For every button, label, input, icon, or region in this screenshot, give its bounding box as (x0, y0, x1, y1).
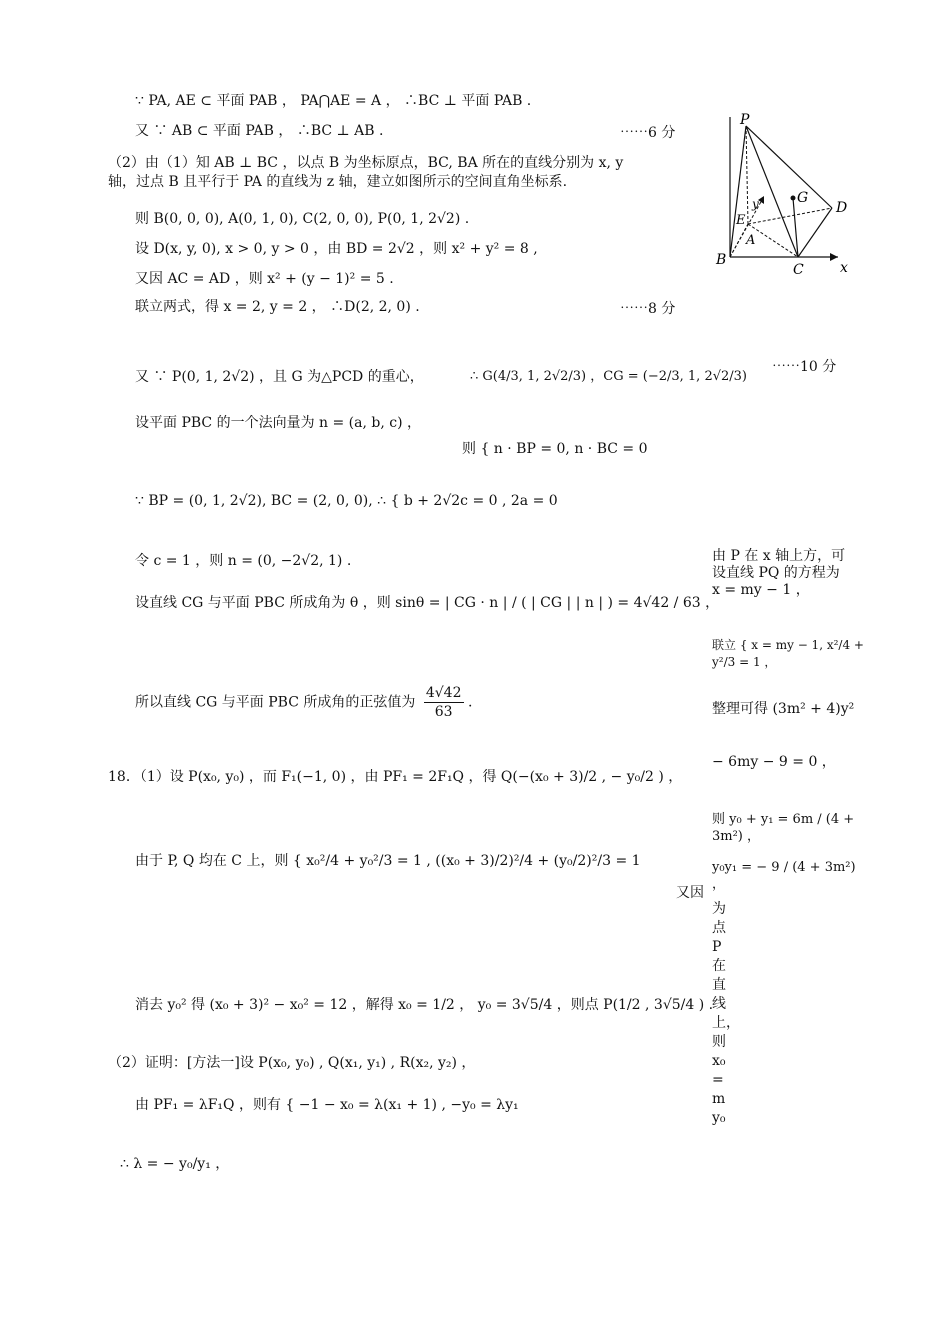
answer-denominator: 63 (434, 704, 453, 720)
right-line-9: 又因 (676, 885, 704, 901)
label-y: y (752, 197, 759, 211)
right-line-3: x = my − 1 ， (712, 582, 810, 598)
let-c-line: 令 c = 1 ，则 n = (0, −2√2, 1) . (135, 553, 352, 569)
edge-ad (748, 208, 832, 224)
coords-line: 则 B(0, 0, 0), A(0, 1, 0), C(2, 0, 0), P(0, 1, 2√2) . (135, 211, 470, 227)
part2-intro-b: 轴，过点 B 且平行于 PA 的直线为 z 轴，建立如图所示的空间直角坐标系. (108, 174, 568, 190)
p18-line-3: 消去 y₀² 得 (x₀ + 3)² − x₀² = 12 ，解得 x₀ = 1/2 ， y₀ = 3√5/4 ，则点 P(1/2 , 3√5/4 ) . (135, 997, 714, 1013)
label-c: C (793, 262, 804, 278)
edge-pa (746, 126, 748, 224)
answer-numerator: 4√42 (425, 685, 462, 701)
label-d: D (836, 200, 848, 216)
label-b: B (716, 252, 727, 268)
conclusion-line (135, 684, 472, 721)
answer-fraction (424, 684, 464, 721)
normal-system: 则 { n · BP = 0, n · BC = 0 (462, 441, 648, 457)
right-line-6: − 6my − 9 = 0 ， (712, 754, 836, 770)
p18-line-5: 由 PF₁ = λF₁Q ，则有 { −1 − x₀ = λ(x₁ + 1) , −y₀ = λy₁ (135, 1097, 519, 1113)
right-line-10: 为点 P 在直线上，则 x₀ = my₀ (712, 901, 740, 1126)
set-d-line: 设 D(x, y, 0), x > 0, y > 0 ，由 BD = 2√2 ，则 x² + y² = 8 , (135, 241, 538, 257)
score-6: ⋯⋯6 分 (620, 125, 676, 141)
score-8: ⋯⋯8 分 (620, 301, 676, 317)
x-axis-arrow (830, 253, 838, 261)
ac-ad-line: 又因 AC = AD ，则 x² + (y − 1)² = 5 . (135, 271, 394, 287)
bp-bc-line: ∵ BP = (0, 1, 2√2), BC = (2, 0, 0), ∴ { b + 2√2c = 0 , 2a = 0 (135, 493, 558, 509)
edge-cd (798, 208, 832, 257)
normal-vector-line: 设平面 PBC 的一个法向量为 n = (a, b, c) ， (135, 415, 422, 431)
right-line-7: 则 y₀ + y₁ = 6m / (4 + 3m²) ， (712, 812, 855, 844)
p18-line-4: （2）证明：[方法一]设 P(x₀, y₀) , Q(x₁, y₁) , R(x₂, y₂) ， (108, 1055, 476, 1071)
p18-line-2: 由于 P, Q 均在 C 上，则 { x₀²/4 + y₀²/3 = 1 , ((x₀ + 3)/2)²/4 + (y₀/2)²/3 = 1 (135, 853, 641, 869)
line-1: ∵ PA, AE ⊂ 平面 PAB ， PA⋂AE = A ， ∴BC ⊥ 平面 PAB . (135, 93, 532, 109)
pyramid-figure (708, 112, 858, 280)
label-e: E (736, 213, 746, 228)
p18-line-1: 18．（1）设 P(x₀, y₀) ，而 F₁(−1, 0) ，由 PF₁ = 2F₁Q ，得 Q(−(x₀ + 3)/2 , − y₀/2 ) ， (108, 769, 683, 785)
cg-vector-line: ∴ G(4/3, 1, 2√2/3) ，CG = (−2/3, 1, 2√2/3) (470, 369, 747, 384)
centroid-line: 又 ∵ P(0, 1, 2√2) ，且 G 为△PCD 的重心， (135, 369, 424, 385)
right-line-1: 由 P 在 x 轴上方，可 (712, 548, 846, 564)
label-g: G (797, 190, 809, 206)
part2-intro-a: （2）由（1）知 AB ⊥ BC ，以点 B 为坐标原点，BC, BA 所在的直线分别为 x, y (108, 155, 624, 171)
right-line-2: 设直线 PQ 的方程为 (712, 565, 840, 581)
answer-period: . (467, 694, 473, 711)
sin-theta-line: 设直线 CG 与平面 PBC 所成角为 θ ，则 sinθ = | CG · n | / ( | CG | | n | ) = 4√42 / 63 ， (135, 595, 720, 611)
score-10: ⋯⋯10 分 (772, 359, 837, 375)
p18-line-6: ∴ λ = − y₀/y₁ ， (120, 1156, 230, 1172)
label-a: A (746, 233, 756, 248)
right-column (712, 548, 872, 893)
edge-ac (748, 224, 798, 257)
line-2: 又 ∵ AB ⊂ 平面 PAB ， ∴BC ⊥ AB . (135, 123, 384, 139)
edge-pb (730, 126, 746, 257)
segment-cg (793, 198, 798, 257)
solve-line: 联立两式，得 x = 2, y = 2 ， ∴D(2, 2, 0) . (135, 299, 420, 315)
label-x: x (840, 260, 848, 276)
edge-pd (746, 126, 832, 208)
right-line-8: y₀y₁ = − 9 / (4 + 3m²) ， (712, 860, 856, 892)
label-p: P (740, 112, 750, 128)
right-line-4: 联立 { x = my − 1, x²/4 + y²/3 = 1 ， (712, 638, 864, 669)
conclusion-text: 所以直线 CG 与平面 PBC 所成角的正弦值为 (135, 694, 416, 711)
right-line-5: 整理可得 (3m² + 4)y² (712, 701, 855, 717)
